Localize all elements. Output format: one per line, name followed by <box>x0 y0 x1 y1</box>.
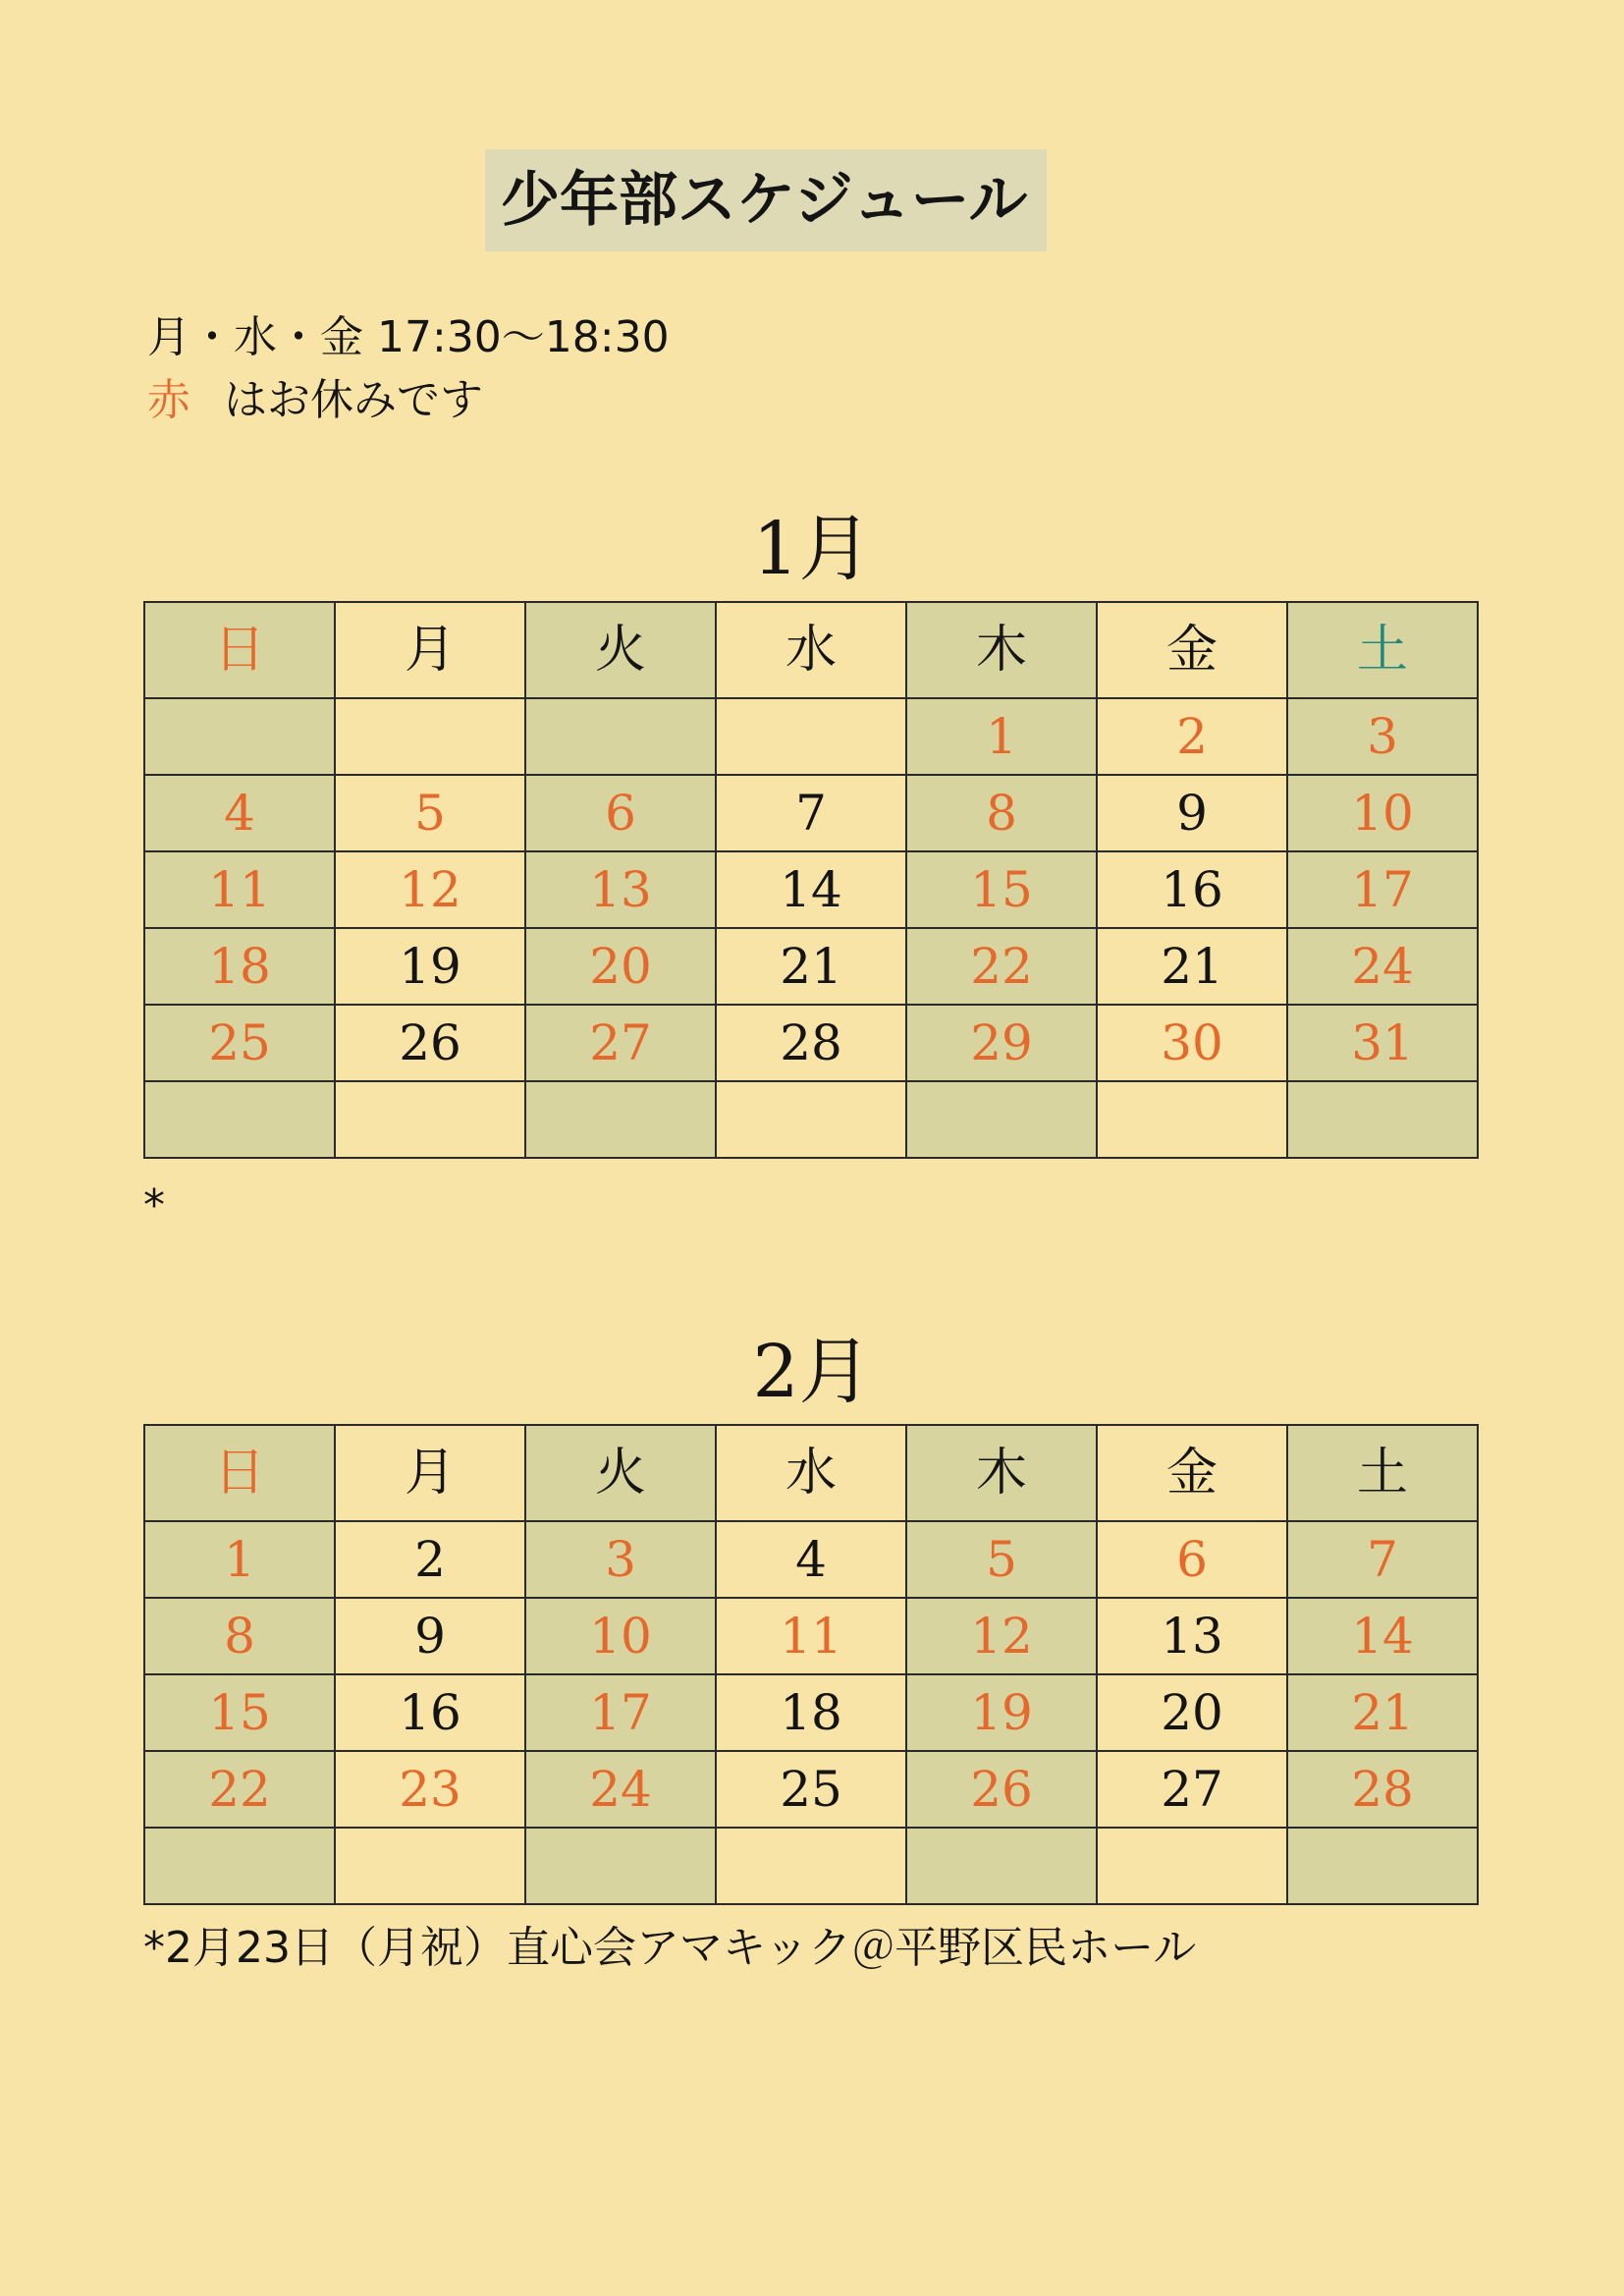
empty-day-cell <box>335 1828 525 1904</box>
month-title-february: 2月 <box>752 1330 872 1414</box>
day-cell: 15 <box>906 851 1097 928</box>
day-cell: 13 <box>1097 1598 1287 1674</box>
weekday-header-cell: 土 <box>1287 602 1478 698</box>
week-row <box>144 775 1478 851</box>
empty-day-cell <box>144 1081 335 1158</box>
empty-day-cell <box>525 1081 716 1158</box>
calendar-february <box>143 1424 1479 1905</box>
weekday-header-cell: 月 <box>335 602 525 698</box>
weekday-header-cell: 水 <box>716 602 906 698</box>
legend-red-word: 赤 <box>147 375 190 425</box>
day-cell: 2 <box>1097 698 1287 775</box>
week-row <box>144 1081 1478 1158</box>
empty-day-cell <box>716 1081 906 1158</box>
day-cell: 31 <box>1287 1005 1478 1081</box>
day-cell: 21 <box>1287 1674 1478 1751</box>
day-cell: 17 <box>525 1674 716 1751</box>
weekday-header-row <box>144 1425 1478 1521</box>
day-cell: 5 <box>906 1521 1097 1598</box>
empty-day-cell <box>525 1828 716 1904</box>
calendar-january <box>143 601 1479 1159</box>
day-cell: 21 <box>716 928 906 1005</box>
day-cell: 19 <box>335 928 525 1005</box>
day-cell: 18 <box>144 928 335 1005</box>
footnote-february: *2月23日（月祝）直心会アマキック＠平野区民ホール <box>143 1923 1197 1973</box>
day-cell: 9 <box>335 1598 525 1674</box>
empty-day-cell <box>1287 1081 1478 1158</box>
week-row <box>144 1598 1478 1674</box>
weekday-header-row <box>144 602 1478 698</box>
day-cell: 4 <box>716 1521 906 1598</box>
week-row <box>144 928 1478 1005</box>
day-cell: 2 <box>335 1521 525 1598</box>
day-cell: 6 <box>1097 1521 1287 1598</box>
day-cell: 27 <box>525 1005 716 1081</box>
day-cell: 21 <box>1097 928 1287 1005</box>
day-cell: 25 <box>716 1751 906 1828</box>
day-cell: 14 <box>1287 1598 1478 1674</box>
day-cell: 30 <box>1097 1005 1287 1081</box>
empty-day-cell <box>906 1828 1097 1904</box>
weekday-header-cell: 木 <box>906 1425 1097 1521</box>
day-cell: 11 <box>144 851 335 928</box>
day-cell: 22 <box>144 1751 335 1828</box>
weekday-header-cell: 金 <box>1097 602 1287 698</box>
empty-day-cell <box>335 1081 525 1158</box>
empty-day-cell <box>1287 1828 1478 1904</box>
weekday-header-cell: 日 <box>144 1425 335 1521</box>
day-cell: 7 <box>1287 1521 1478 1598</box>
day-cell: 26 <box>906 1751 1097 1828</box>
weekday-header-cell: 水 <box>716 1425 906 1521</box>
month-title-january: 1月 <box>752 507 872 591</box>
legend-line <box>147 373 483 428</box>
schedule-line: 月・水・金 17:30〜18:30 <box>147 312 670 362</box>
day-cell: 29 <box>906 1005 1097 1081</box>
day-cell: 12 <box>906 1598 1097 1674</box>
day-cell: 23 <box>335 1751 525 1828</box>
week-row <box>144 698 1478 775</box>
day-cell: 6 <box>525 775 716 851</box>
week-row <box>144 1828 1478 1904</box>
day-cell: 19 <box>906 1674 1097 1751</box>
empty-day-cell <box>716 1828 906 1904</box>
day-cell: 15 <box>144 1674 335 1751</box>
day-cell: 1 <box>906 698 1097 775</box>
day-cell: 3 <box>525 1521 716 1598</box>
day-cell: 8 <box>144 1598 335 1674</box>
day-cell: 24 <box>525 1751 716 1828</box>
day-cell: 26 <box>335 1005 525 1081</box>
footnote-january: * <box>143 1180 165 1230</box>
day-cell: 16 <box>1097 851 1287 928</box>
day-cell: 20 <box>525 928 716 1005</box>
day-cell: 27 <box>1097 1751 1287 1828</box>
page-title: 少年部スケジュール <box>485 149 1047 251</box>
weekday-header-cell: 火 <box>525 1425 716 1521</box>
day-cell: 7 <box>716 775 906 851</box>
day-cell: 14 <box>716 851 906 928</box>
empty-day-cell <box>1097 1081 1287 1158</box>
legend-rest-text: はお休みです <box>224 375 483 425</box>
day-cell: 28 <box>1287 1751 1478 1828</box>
empty-day-cell <box>144 1828 335 1904</box>
day-cell: 10 <box>525 1598 716 1674</box>
day-cell: 25 <box>144 1005 335 1081</box>
day-cell: 3 <box>1287 698 1478 775</box>
day-cell: 24 <box>1287 928 1478 1005</box>
week-row <box>144 1521 1478 1598</box>
day-cell: 16 <box>335 1674 525 1751</box>
weekday-header-cell: 金 <box>1097 1425 1287 1521</box>
weekday-header-cell: 火 <box>525 602 716 698</box>
empty-day-cell <box>1097 1828 1287 1904</box>
week-row <box>144 851 1478 928</box>
week-row <box>144 1005 1478 1081</box>
weekday-header-cell: 日 <box>144 602 335 698</box>
empty-day-cell <box>335 698 525 775</box>
empty-day-cell <box>906 1081 1097 1158</box>
weekday-header-cell: 木 <box>906 602 1097 698</box>
weekday-header-cell: 月 <box>335 1425 525 1521</box>
day-cell: 1 <box>144 1521 335 1598</box>
empty-day-cell <box>716 698 906 775</box>
day-cell: 18 <box>716 1674 906 1751</box>
day-cell: 28 <box>716 1005 906 1081</box>
week-row <box>144 1751 1478 1828</box>
week-row <box>144 1674 1478 1751</box>
day-cell: 20 <box>1097 1674 1287 1751</box>
empty-day-cell <box>525 698 716 775</box>
day-cell: 12 <box>335 851 525 928</box>
day-cell: 17 <box>1287 851 1478 928</box>
empty-day-cell <box>144 698 335 775</box>
day-cell: 10 <box>1287 775 1478 851</box>
day-cell: 13 <box>525 851 716 928</box>
day-cell: 22 <box>906 928 1097 1005</box>
day-cell: 4 <box>144 775 335 851</box>
day-cell: 8 <box>906 775 1097 851</box>
weekday-header-cell: 土 <box>1287 1425 1478 1521</box>
day-cell: 11 <box>716 1598 906 1674</box>
day-cell: 9 <box>1097 775 1287 851</box>
day-cell: 5 <box>335 775 525 851</box>
